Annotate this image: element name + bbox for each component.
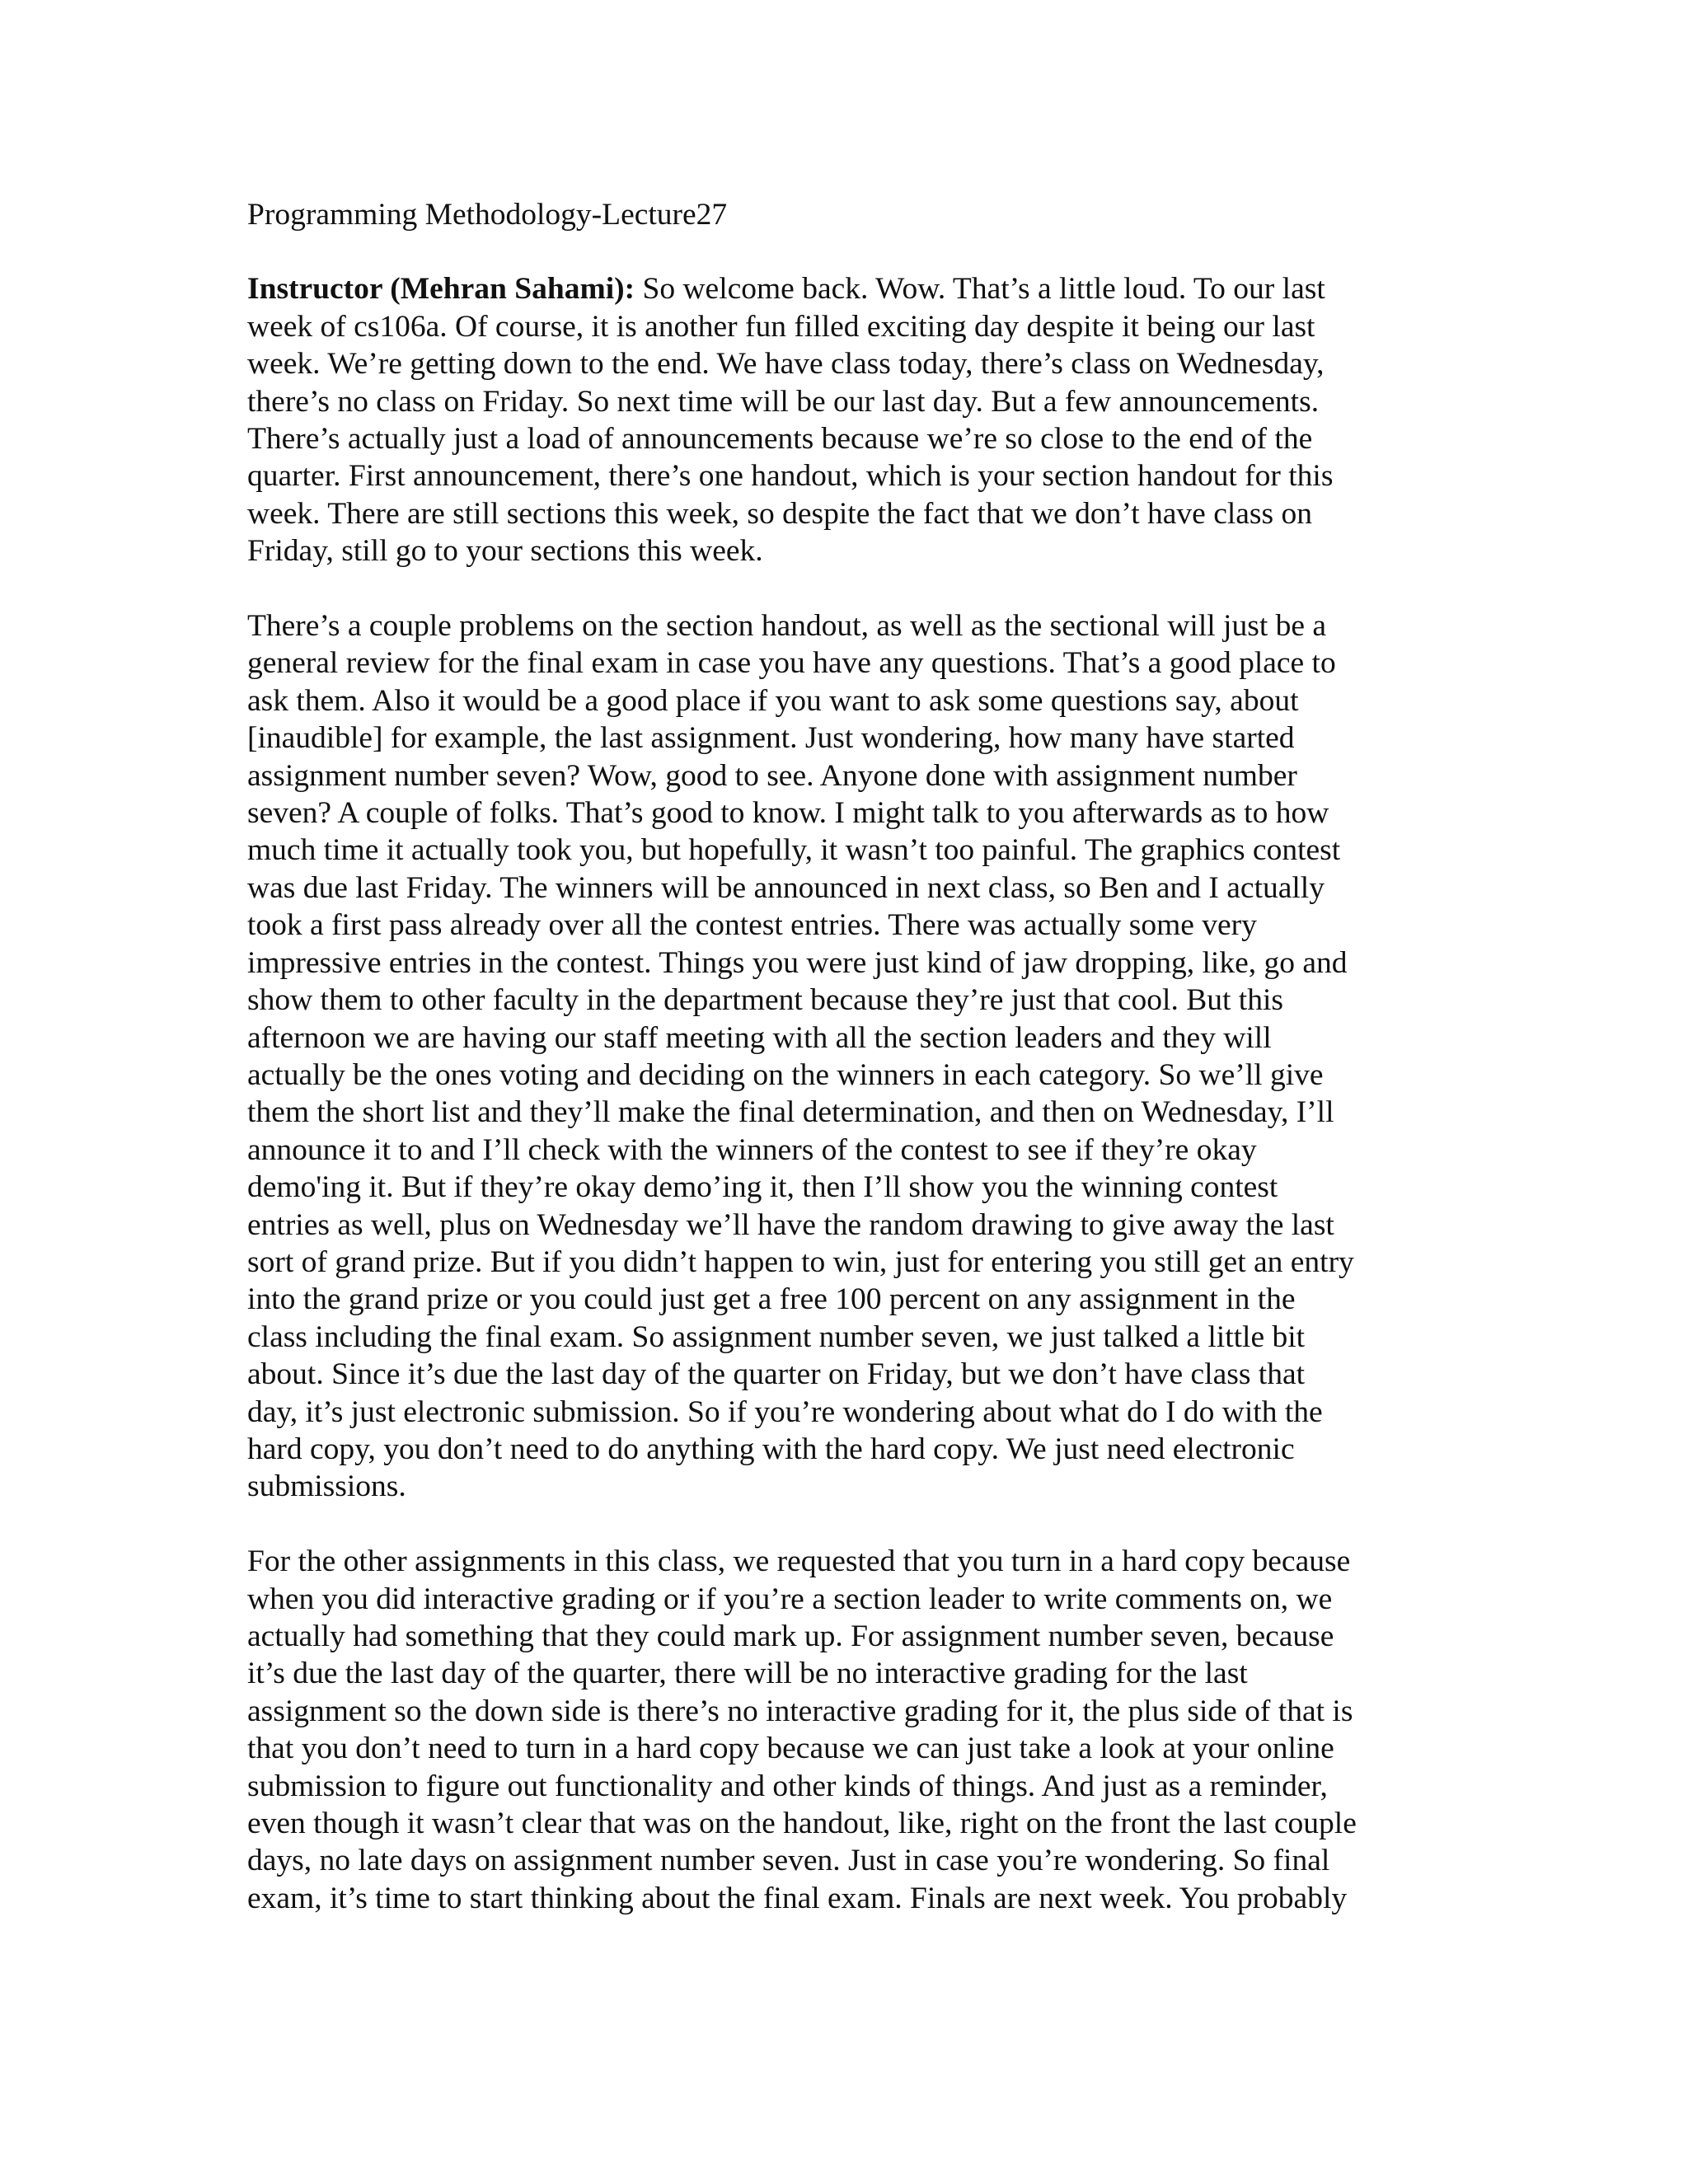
- paragraph-line: impressive entries in the contest. Things you were just kind of jaw dropping, like, go and: [247, 945, 1348, 980]
- paragraph-line: when you did interactive grading or if you’re a section leader to write comments on, we: [247, 1582, 1333, 1616]
- paragraph-line: them the short list and they’ll make the final determination, and then on Wednesday, I’ll: [247, 1095, 1334, 1130]
- paragraph-line: took a first pass already over all the contest entries. There was actually some very: [247, 908, 1257, 943]
- paragraph-2: [247, 607, 1451, 1506]
- paragraph-line: There’s a couple problems on the section handout, as well as the sectional will just be a: [247, 609, 1327, 644]
- paragraph-line: even though it wasn’t clear that was on the handout, like, right on the front the last couple: [247, 1807, 1357, 1841]
- paragraph-line: For the other assignments in this class, we requested that you turn in a hard copy because: [247, 1544, 1351, 1579]
- paragraph-line: afternoon we are having our staff meeting with all the section leaders and they will: [247, 1020, 1272, 1055]
- paragraph-line: was due last Friday. The winners will be announced in next class, so Ben and I actually: [247, 870, 1325, 905]
- paragraph-line: it’s due the last day of the quarter, there will be no interactive grading for the last: [247, 1657, 1248, 1691]
- paragraph-1: [247, 270, 1451, 569]
- paragraph-line: hard copy, you don’t need to do anything with the hard copy. We just need electronic: [247, 1432, 1295, 1466]
- paragraph-line: week of cs106a. Of course, it is another fun filled exciting day despite it being our last: [247, 309, 1315, 344]
- paragraph-line: quarter. First announcement, there’s one handout, which is your section handout for this: [247, 459, 1334, 494]
- paragraph-line: week. We’re getting down to the end. We have class today, there’s class on Wednesday,: [247, 347, 1325, 382]
- document-title: Programming Methodology-Lecture27: [247, 198, 728, 232]
- paragraph-3: [247, 1543, 1451, 1917]
- paragraph-line: general review for the final exam in case you have any questions. That’s a good place to: [247, 646, 1336, 681]
- paragraph-line: that you don’t need to turn in a hard copy because we can just take a look at your online: [247, 1732, 1334, 1766]
- paragraph-line: actually be the ones voting and deciding on the winners in each category. So we’ll give: [247, 1057, 1324, 1092]
- paragraph-line: show them to other faculty in the department because they’re just that cool. But this: [247, 983, 1283, 1018]
- paragraph-line: into the grand prize or you could just get a free 100 percent on any assignment in the: [247, 1282, 1296, 1317]
- paragraph-line: There’s actually just a load of announcements because we’re so close to the end of the: [247, 422, 1313, 457]
- paragraph-line: days, no late days on assignment number seven. Just in case you’re wondering. So final: [247, 1844, 1330, 1878]
- paragraph-line: assignment so the down side is there’s no interactive grading for it, the plus side of that is: [247, 1694, 1353, 1728]
- paragraph-line: exam, it’s time to start thinking about the final exam. Finals are next week. You probably: [247, 1881, 1348, 1915]
- paragraph-line: demo'ing it. But if they’re okay demo’ing it, then I’ll show you the winning contest: [247, 1170, 1278, 1205]
- paragraph-line: seven? A couple of folks. That’s good to know. I might talk to you afterwards as to how: [247, 796, 1329, 831]
- paragraph-line: submissions.: [247, 1469, 406, 1504]
- paragraph-line: assignment number seven? Wow, good to see. Anyone done with assignment number: [247, 758, 1297, 793]
- paragraph-line: Instructor (Mehran Sahami): So welcome back. Wow. That’s a little loud. To our last: [247, 272, 1325, 307]
- paragraph-line: sort of grand prize. But if you didn’t happen to win, just for entering you still get an entry: [247, 1244, 1354, 1279]
- paragraph-line: ask them. Also it would be a good place if you want to ask some questions say, about: [247, 683, 1299, 718]
- paragraph-line: announce it to and I’ll check with the winners of the contest to see if they’re okay: [247, 1132, 1257, 1167]
- document-page: [247, 196, 1451, 1955]
- paragraph-line: actually had something that they could mark up. For assignment number seven, because: [247, 1619, 1334, 1653]
- paragraph-line: there’s no class on Friday. So next time will be our last day. But a few announcements.: [247, 384, 1320, 419]
- paragraph-line: submission to figure out functionality and other kinds of things. And just as a reminder,: [247, 1769, 1328, 1803]
- paragraph-line: much time it actually took you, but hopefully, it wasn’t too painful. The graphics contest: [247, 833, 1341, 868]
- paragraph-line: week. There are still sections this week, so despite the fact that we don’t have class on: [247, 496, 1312, 531]
- paragraph-line: about. Since it’s due the last day of the quarter on Friday, but we don’t have class that: [247, 1357, 1306, 1392]
- speaker-label: Instructor (Mehran Sahami):: [247, 272, 635, 307]
- paragraph-line: [inaudible] for example, the last assignment. Just wondering, how many have started: [247, 721, 1295, 756]
- paragraph-line: day, it’s just electronic submission. So if you’re wondering about what do I do with the: [247, 1394, 1323, 1429]
- paragraph-line: class including the final exam. So assignment number seven, we just talked a little bit: [247, 1319, 1306, 1354]
- paragraph-line: entries as well, plus on Wednesday we’ll have the random drawing to give away the last: [247, 1207, 1334, 1242]
- paragraph-line: Friday, still go to your sections this week.: [247, 534, 763, 569]
